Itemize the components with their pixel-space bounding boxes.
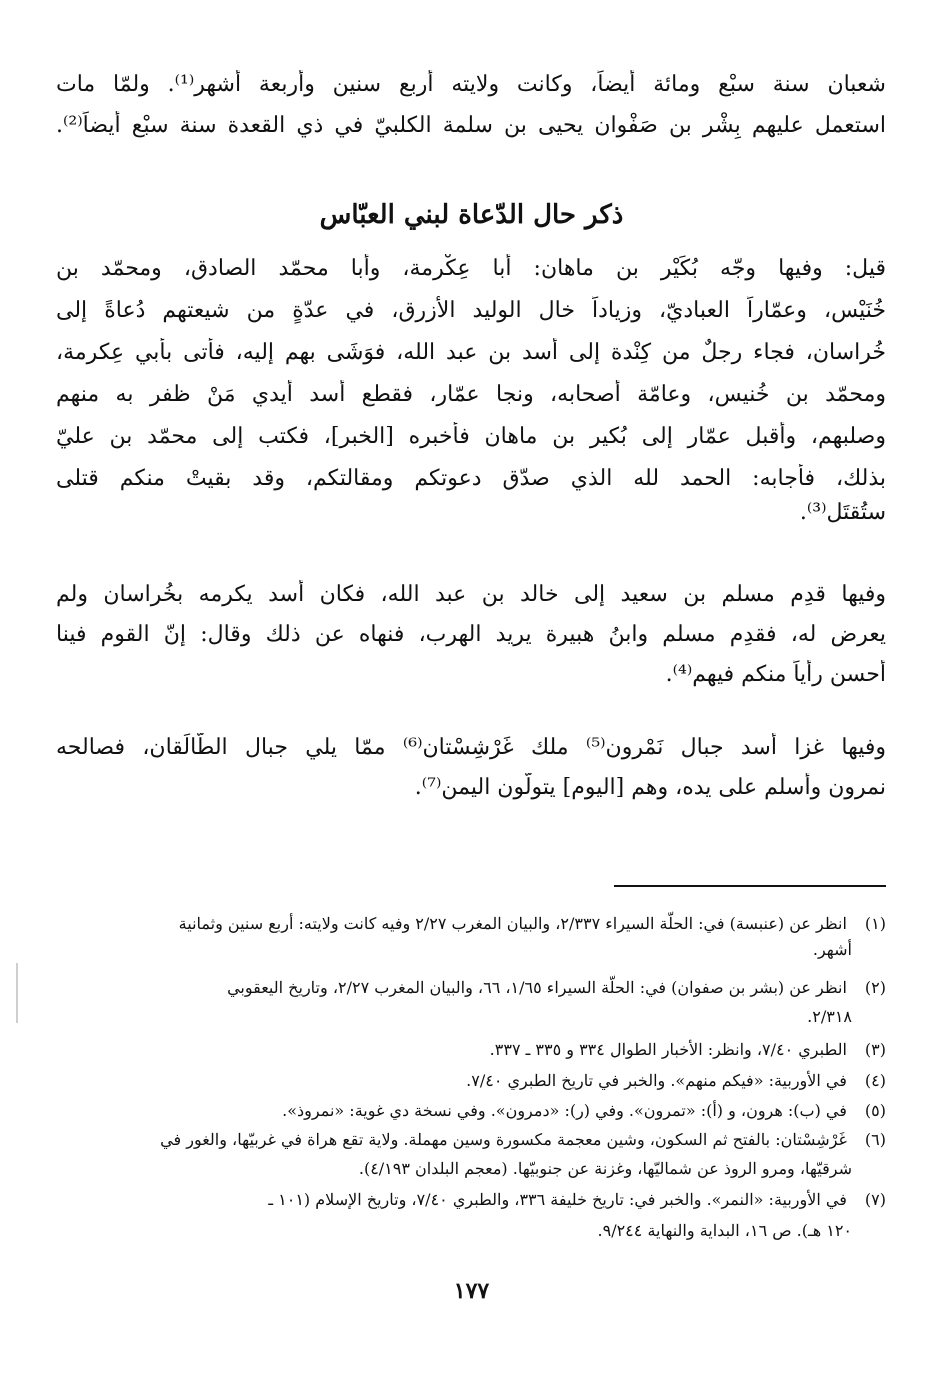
footnote-text: في (ب): هرون، و (أ): «تمرون». وفي (ر): «دمرون». وفي نسخة دي غوية: «نمروذ». — [282, 1101, 847, 1120]
footnote-1 — [56, 911, 886, 937]
footnote-5 — [56, 1098, 886, 1124]
footnote-7-cont: ١٢٠ هـ). ص ١٦، البداية والنهاية ٩/٢٤٤. — [597, 1221, 852, 1240]
para2-line-3: أحسن رأياً منكم فيهم⁽⁴⁾. — [665, 662, 886, 687]
footnote-7 — [56, 1187, 886, 1213]
para1-line-1: قيل: وفيها وجّه بُكَيْر بن ماهان: أبا عِكْرمة، وأبا محمّد الصادق، ومحمّد بن — [56, 256, 886, 281]
footnote-text: في الأوربية: «فيكم منهم». والخبر في تاريخ الطبري ٧/٤٠. — [466, 1071, 847, 1090]
footnote-6-cont: شرقيّها، ومرو الروذ عن شماليّها، وغزنة عن جنوبيّها. (معجم البلدان ٤/١٩٣). — [358, 1159, 852, 1178]
para2-line-1: وفيها قدِم مسلم بن سعيد إلى خالد بن عبد الله، فكان أسد يكرمه بخُراسان ولم — [56, 582, 886, 607]
para3-line-2: نمرون وأسلم على يده، وهم [اليوم] يتولّون اليمن⁽⁷⁾. — [414, 775, 886, 800]
footnote-6 — [56, 1127, 886, 1153]
section-heading: ذكر حال الدّعاة لبني العبّاس — [319, 200, 624, 230]
page-number: ١٧٧ — [453, 1278, 490, 1304]
footnote-4 — [56, 1068, 886, 1094]
para1-line-2: خُنَيْس، وعمّاراً العباديّ، وزياداً خال الوليد الأزرق، في عدّةٍ من شيعتهم دُعاةً إلى — [56, 298, 886, 323]
footnote-number: (٥) — [864, 1101, 886, 1120]
para3-line-1: وفيها غزا أسد جبال نَمْرون⁽⁵⁾ ملك غَرْشِسْتان⁽⁶⁾ ممّا يلي جبال الطّالَقان، فصالحه — [56, 735, 886, 760]
para1-line-3: خُراسان، فجاء رجلٌ من كِنْدة إلى أسد بن عبد الله، فوَشَى بهم إليه، فأتى بأبي عِكرمة، — [56, 340, 886, 365]
para1-line-6: بذلك، فأجابه: الحمد لله الذي صدّق دعوتكم ومقالتكم، وقد بقيتْ منكم قتلى — [56, 466, 886, 491]
footnote-number: (١) — [864, 914, 886, 933]
footnote-number: (٦) — [864, 1130, 886, 1149]
para1-line-4: ومحمّد بن خُنيس، وعامّة أصحابه، ونجا عمّار، فقطع أسد أيدي مَنْ ظفر به منهم — [56, 382, 886, 407]
footnote-number: (٣) — [864, 1040, 886, 1059]
para1-line-5: وصلبهم، وأقبل عمّار إلى بُكير بن ماهان فأخبره [الخبر]، فكتب إلى محمّد بن عليّ — [56, 424, 886, 449]
para2-line-2: يعرض له، فقدِم مسلم وابنُ هبيرة يريد الهرب، فنهاه عن ذلك وقال: إنّ القوم فينا — [56, 622, 886, 647]
footnote-2 — [56, 975, 886, 1001]
footnote-text: انظر عن (عنبسة) في: الحلّة السيراء ٢/٣٣٧، والبيان المغرب ٢/٢٧ وفيه كانت ولايته: أربع سنين وثمانية — [178, 914, 847, 933]
footnote-text: غَرْشِسْتان: بالفتح ثم السكون، وشين معجمة مكسورة وسين مهملة. ولاية تقع هراة في غربيّها، والغور في — [160, 1130, 847, 1149]
footnote-2-cont: ٢/٣١٨. — [807, 1007, 852, 1026]
intro-line-2: استعمل عليهم بِشْر بن صَفْوان يحيى بن سلمة الكلبيّ في ذي القعدة سنة سبْع أيضاً⁽²⁾. — [56, 113, 886, 138]
footnote-1-cont: أشهر. — [812, 940, 852, 959]
footnote-text: في الأوربية: «النمر». والخبر في: تاريخ خليفة ٣٣٦، والطبري ٧/٤٠، وتاريخ الإسلام (١٠١ ـ — [268, 1190, 847, 1209]
footnote-number: (٧) — [864, 1190, 886, 1209]
footnote-number: (٤) — [864, 1071, 886, 1090]
footnote-3 — [56, 1037, 886, 1063]
para1-line-7: ستُقتَل⁽³⁾. — [799, 500, 886, 525]
footnote-separator — [614, 885, 886, 887]
intro-line-1: شعبان سنة سبْع ومائة أيضاً، وكانت ولايته أربع سنين وأربعة أشهر⁽¹⁾. ولمّا مات — [56, 72, 886, 97]
footnote-text: الطبري ٧/٤٠، وانظر: الأخبار الطوال ٣٣٤ و ٣٣٥ ـ ٣٣٧. — [489, 1040, 847, 1059]
footnote-number: (٢) — [864, 978, 886, 997]
scan-margin-mark — [16, 963, 18, 1023]
footnote-text: انظر عن (بشر بن صفوان) في: الحلّة السيراء ١/٦٥، ٦٦، والبيان المغرب ٢/٢٧، وتاريخ اليعقوبي — [227, 978, 847, 997]
